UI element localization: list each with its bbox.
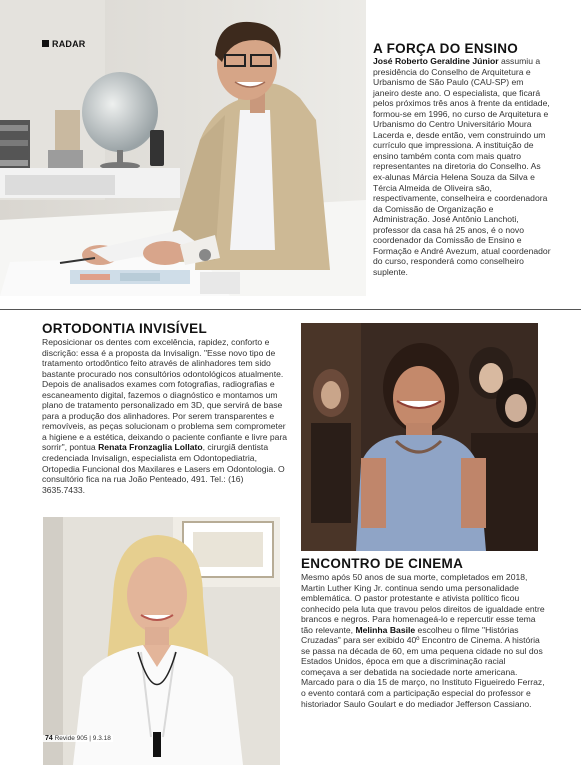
magazine-issue: Revide 905 | 9.3.18 [54, 735, 111, 742]
article-body-encontro-de-cinema [301, 572, 546, 709]
photo-dentist-portrait [43, 517, 280, 765]
section-divider [0, 309, 581, 310]
article-body-text: Mesmo após 50 anos de sua morte, completados em 2018, Martin Luther King Jr. continua sendo uma personalidade emblemática. O pastor protestante e ativista político ficou conhecido pela luta que travou pelos direitos de igualdade entre brancos e negros. Para homenageá-lo e repercutir esse tema tão relevante, [301, 572, 545, 635]
article-lead-name: José Roberto Geraldine Júnior [373, 56, 499, 66]
article-bold-name: Renata Fronzaglia Lollato [98, 442, 203, 453]
page-footer [43, 735, 113, 742]
article-body-text: Reposicionar os dentes com excelência, rapidez, conforto e discrição: essa é a proposta da Invisalign. "Esse novo tipo de tratamento ortodôntico feito através de alinhadores tem sido bastante procurado nos consultórios odontológicos atualmente. Depois de analisados exames com fotografias, radiografias e escaneamento digital, fazemos o diagnóstico e montamos um plano de tratamento personalizado em 3D, que servirá de base para a produção dos alinhadores. Por serem transparentes e removíveis, as peças solucionam o problema sem comprometer a higiene e a estética, deixando o paciente confiante e livre para sorrir", pontua [42, 337, 288, 453]
article-title-forca-do-ensino: A FORÇA DO ENSINO [373, 41, 519, 56]
page-number: 74 [45, 735, 53, 742]
section-tag [42, 39, 86, 49]
article-body-text: assumiu a presidência do Conselho de Arquitetura e Urbanismo de São Paulo (CAU-SP) em janeiro deste ano. O especialista, que ficará pelos próximos três anos à frente da entidade, formou-se em 1996, no curso de Arquitetura e Urbanismo do Centro Universitário Moura Lacerda e, desde então, vem construindo um currículo que impressiona. A instituição de ensino também conta com mais quatro representantes na diretoria do Conselho. As ex-alunas Márcia Helena Souza da Silva e Tércia Almeida de Oliveira são, respectivamente, conselheira e coordenadora da Comissão de Organização e Administração. José Antônio Lanchoti, professor da casa há 25 anos, é o novo coordenador da Comissão de Ensino e Formação e André Avezum, atual coordenador do curso, responderá como conselheiro suplente. [373, 56, 551, 277]
section-label: RADAR [52, 39, 86, 49]
article-body-ortodontia [42, 337, 288, 495]
square-bullet-icon [42, 40, 49, 47]
article-bold-name: Melinha Basile [355, 624, 416, 635]
article-body-text: , cirurgiã dentista credenciada Invisalign, especialista em Odontopediatria, Ortopedia Funcional dos Maxilares e Lasers em Odontologia. O consultório fica na rua João Penteado, 491. Tel.: (16) 3635.7433. [42, 442, 285, 495]
article-title-encontro-de-cinema: ENCONTRO DE CINEMA [301, 556, 464, 571]
article-body-text: escolheu o filme "Histórias Cruzadas" para ser exibido 40º Encontro de Cinema. A história se passa na década de 60, em uma pequena cidade no sul dos Estados Unidos, época em que a discriminação racial começava a ser debatida na sociedade norte americana. Marcado para o dia 15 de março, no Instituto Figueiredo Ferraz, o evento contará com a participação especial do professor e historiador Saulo Goulart e do mediador Jefferson Cassiano. [301, 624, 545, 709]
article-body-forca-do-ensino [373, 56, 551, 277]
photo-woman-blue-dress [301, 323, 538, 551]
article-title-ortodontia: ORTODONTIA INVISÍVEL [42, 321, 208, 336]
